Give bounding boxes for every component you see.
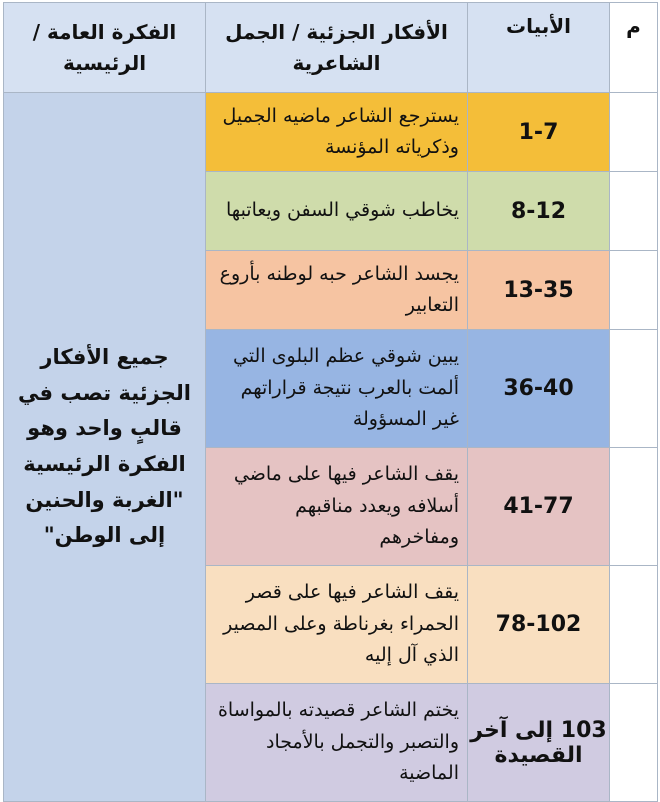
- row-number-cell: [610, 448, 658, 566]
- verses-cell: 41-77: [468, 448, 610, 566]
- verses-cell: 78-102: [468, 566, 610, 684]
- verses-cell: 103 إلى آخر القصيدة: [468, 684, 610, 802]
- idea-cell: يسترجع الشاعر ماضيه الجميل وذكرياته المؤنسة: [206, 93, 468, 172]
- ideas-table: [3, 2, 658, 802]
- idea-cell: يقف الشاعر فيها على قصر الحمراء بغرناطة وعلى المصير الذي آل إليه: [206, 566, 468, 684]
- header-m: م: [610, 3, 658, 93]
- idea-cell: يقف الشاعر فيها على ماضي أسلافه ويعدد مناقبهم ومفاخرهم: [206, 448, 468, 566]
- idea-cell: يختم الشاعر قصيدته بالمواساة والتصبر والتجمل بالأمجاد الماضية: [206, 684, 468, 802]
- verses-cell: 8-12: [468, 172, 610, 251]
- row-number-cell: [610, 684, 658, 802]
- row-number-cell: [610, 566, 658, 684]
- row-number-cell: [610, 93, 658, 172]
- header-row: [4, 3, 658, 93]
- idea-cell: يجسد الشاعر حبه لوطنه بأروع التعابير: [206, 251, 468, 330]
- row-number-cell: [610, 251, 658, 330]
- row-number-cell: [610, 330, 658, 448]
- verses-cell: 36-40: [468, 330, 610, 448]
- verses-cell: 13-35: [468, 251, 610, 330]
- idea-cell: يخاطب شوقي السفن ويعاتبها: [206, 172, 468, 251]
- header-main-idea: الفكرة العامة / الرئيسية: [4, 3, 206, 93]
- table-row: [4, 93, 658, 172]
- verses-cell: 1-7: [468, 93, 610, 172]
- main-idea-cell: جميع الأفكار الجزئية تصب في قالبٍ واحد وهو الفكرة الرئيسية "الغربة والحنين إلى الوطن": [4, 93, 206, 802]
- header-verses: الأبيات: [468, 3, 610, 93]
- header-partial-ideas: الأفكار الجزئية / الجمل الشاعرية: [206, 3, 468, 93]
- idea-cell: يبين شوقي عظم البلوى التي ألمت بالعرب نتيجة قراراتهم غير المسؤولة: [206, 330, 468, 448]
- row-number-cell: [610, 172, 658, 251]
